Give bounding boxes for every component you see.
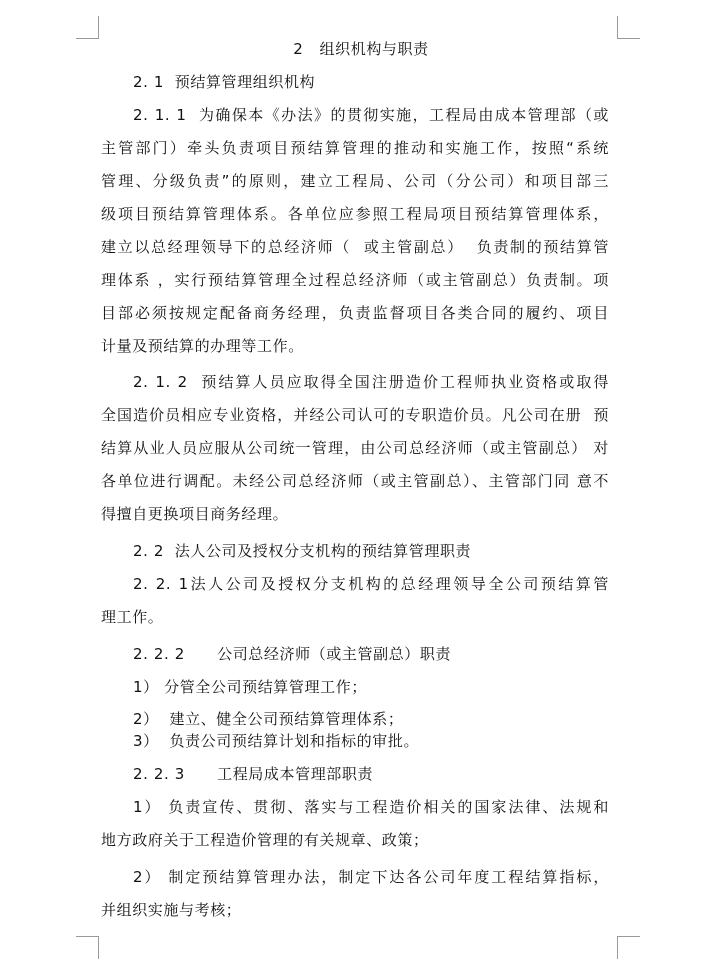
list-item: 2） 建立、健全公司预结算管理体系； bbox=[133, 710, 404, 728]
heading-2-2-2: 2. 2. 2 公司总经济师（或主管副总）职责 bbox=[133, 645, 452, 663]
paragraph-line: 理工作。 bbox=[101, 608, 164, 626]
paragraph-line: 得擅自更换项目商务经理。 bbox=[101, 505, 289, 523]
paragraph-line: 理体系 ，实行预结算管理全过程总经济师（或主管副总）负责制。项 bbox=[101, 271, 609, 289]
paragraph-line: 目部必须按规定配备商务经理，负责监督项目各类合同的履约、项目 bbox=[101, 304, 609, 322]
list-item: 1） 负责宣传、贯彻、落实与工程造价相关的国家法律、法规和 bbox=[133, 798, 609, 816]
section-title: 2 组织机构与职责 bbox=[293, 40, 429, 58]
paragraph-line: 全国造价员相应专业资格，并经公司认可的专职造价员。凡公司在册 预 bbox=[101, 406, 609, 424]
paragraph-line: 地方政府关于工程造价管理的有关规章、政策； bbox=[101, 831, 429, 849]
paragraph-line: 计量及预结算的办理等工作。 bbox=[101, 337, 304, 355]
paragraph-line: 建立以总经理领导下的总经济师（ 或主管副总） 负责制的预结算管 bbox=[101, 238, 609, 256]
paragraph-line: 主管部门）牵头负责项目预结算管理的推动和实施工作，按照“系统 bbox=[101, 139, 609, 157]
paragraph-line: 并组织实施与考核； bbox=[101, 901, 242, 919]
paragraph-line: 2. 1. 1 为确保本《办法》的贯彻实施，工程局由成本管理部（或 bbox=[133, 106, 609, 124]
paragraph-line: 管理、分级负责”的原则，建立工程局、公司（分公司）和项目部三 bbox=[101, 172, 609, 190]
corner-mark-bottom-right bbox=[617, 936, 640, 959]
list-item: 2） 制定预结算管理办法，制定下达各公司年度工程结算指标， bbox=[133, 868, 609, 886]
corner-mark-top-right bbox=[617, 16, 640, 39]
paragraph-line: 各单位进行调配。未经公司总经济师（或主管副总）、主管部门同 意不 bbox=[101, 472, 609, 490]
paragraph-line: 结算从业人员应服从公司统一管理，由公司总经济师（或主管副总） 对 bbox=[101, 439, 609, 457]
heading-2-1: 2. 1 预结算管理组织机构 bbox=[133, 73, 316, 91]
corner-mark-bottom-left bbox=[76, 936, 99, 959]
heading-2-2: 2. 2 法人公司及授权分支机构的预结算管理职责 bbox=[133, 542, 472, 560]
list-item: 1） 分管全公司预结算管理工作； bbox=[133, 678, 367, 696]
list-item: 3） 负责公司预结算计划和指标的审批。 bbox=[133, 732, 420, 750]
paragraph-line: 级项目预结算管理体系。各单位应参照工程局项目预结算管理体系， bbox=[101, 205, 609, 223]
heading-2-2-3: 2. 2. 3 工程局成本管理部职责 bbox=[133, 765, 374, 783]
paragraph-line: 2. 1. 2 预结算人员应取得全国注册造价工程师执业资格或取得 bbox=[133, 373, 609, 391]
paragraph-line: 2. 2. 1法人公司及授权分支机构的总经理领导全公司预结算管 bbox=[133, 575, 609, 593]
corner-mark-top-left bbox=[76, 16, 99, 39]
